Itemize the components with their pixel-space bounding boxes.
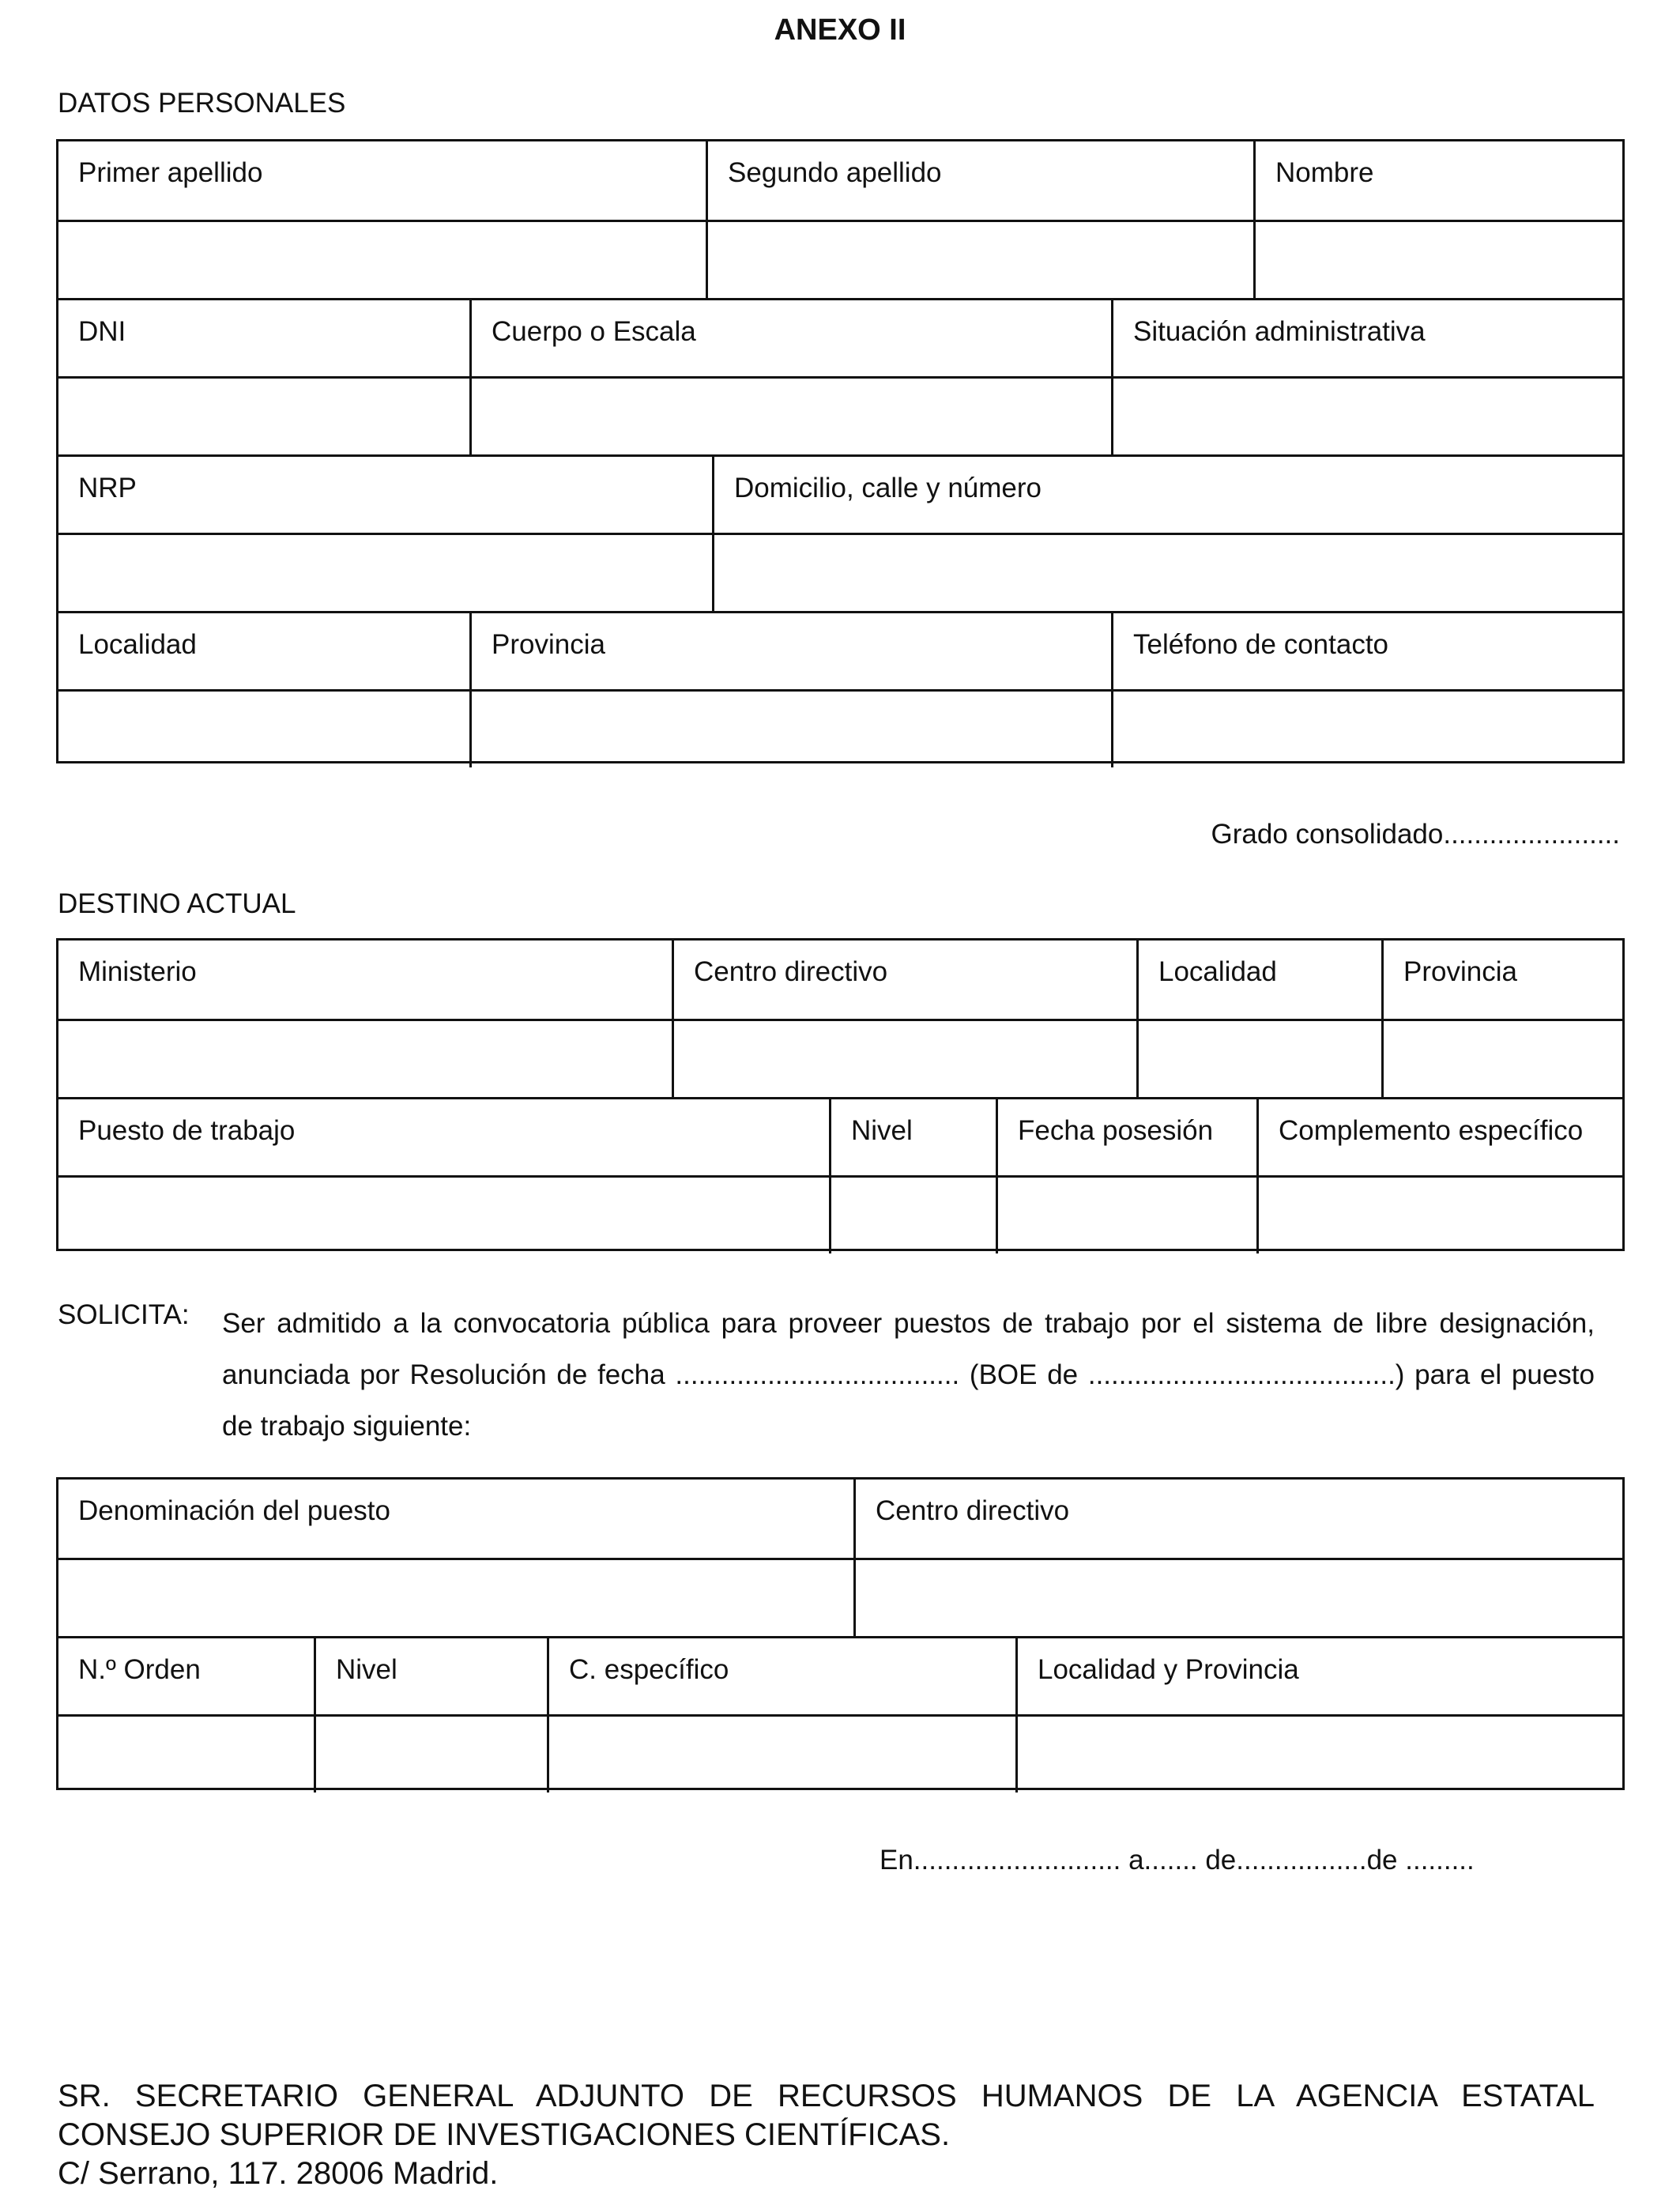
solicita-label: SOLICITA:: [58, 1299, 190, 1330]
label-fecha-posesion: Fecha posesión: [996, 1099, 1256, 1175]
section-heading-datos-personales: DATOS PERSONALES: [58, 88, 346, 119]
centro-directivo-field[interactable]: [853, 1560, 1622, 1636]
label-centro-directivo: Centro directivo: [853, 1480, 1622, 1558]
numero-orden-field[interactable]: [58, 1717, 314, 1793]
input-row: [58, 533, 1622, 611]
label-row: [58, 1480, 1622, 1558]
provincia-field[interactable]: [1381, 1021, 1622, 1097]
label-puesto-trabajo: Puesto de trabajo: [78, 1115, 296, 1146]
fecha-lugar-line: En........................... a....... de.................de .........: [880, 1845, 1475, 1875]
localidad-field[interactable]: [58, 692, 469, 767]
denominacion-puesto-field[interactable]: [58, 1560, 853, 1636]
label-provincia: Provincia: [1381, 941, 1622, 1019]
destinatario-line-2: CONSEJO SUPERIOR DE INVESTIGACIONES CIENTÍFICAS.: [58, 2117, 951, 2152]
label-primer-apellido: Primer apellido: [78, 157, 263, 188]
section-heading-destino-actual: DESTINO ACTUAL: [58, 888, 296, 919]
provincia-field[interactable]: [469, 692, 1111, 767]
solicita-text: Ser admitido a la convocatoria pública para proveer puestos de trabajo por el sistema de libre designación, anunciada por Resolución de fecha ..................................... (BOE de ........................................) para el puesto de trabajo siguiente:: [222, 1308, 1595, 1442]
label-segundo-apellido: Segundo apellido: [706, 141, 1253, 220]
situacion-administrativa-field[interactable]: [1111, 379, 1622, 454]
label-row: [58, 941, 1622, 1019]
label-row: [58, 454, 1622, 533]
nrp-field[interactable]: [58, 535, 712, 611]
input-row: [58, 220, 1622, 298]
label-situacion-administrativa: Situación administrativa: [1111, 300, 1622, 376]
label-ministerio: Ministerio: [78, 956, 197, 987]
domicilio-field[interactable]: [712, 535, 1622, 611]
datos-personales-table: [56, 139, 1625, 763]
label-c-especifico: C. específico: [547, 1638, 1015, 1714]
input-row: [58, 1714, 1622, 1793]
cuerpo-escala-field[interactable]: [469, 379, 1111, 454]
dni-field[interactable]: [58, 379, 469, 454]
label-nivel: Nivel: [314, 1638, 547, 1714]
destino-actual-table: [56, 938, 1625, 1251]
input-row: [58, 689, 1622, 767]
nombre-field[interactable]: [1253, 222, 1622, 298]
label-row: [58, 298, 1622, 376]
label-domicilio: Domicilio, calle y número: [712, 457, 1622, 533]
complemento-especifico-field[interactable]: [1256, 1178, 1622, 1253]
fecha-posesion-field[interactable]: [996, 1178, 1256, 1253]
label-dni: DNI: [78, 316, 126, 347]
label-nrp: NRP: [78, 473, 137, 503]
label-numero-orden: N.º Orden: [78, 1654, 201, 1685]
label-nombre: Nombre: [1253, 141, 1622, 220]
input-row: [58, 376, 1622, 454]
label-localidad: Localidad: [78, 629, 197, 660]
label-provincia: Provincia: [469, 613, 1111, 689]
input-row: [58, 1558, 1622, 1636]
label-complemento-especifico: Complemento específico: [1256, 1099, 1622, 1175]
primer-apellido-field[interactable]: [58, 222, 706, 298]
nivel-field[interactable]: [829, 1178, 996, 1253]
localidad-field[interactable]: [1136, 1021, 1381, 1097]
ministerio-field[interactable]: [58, 1021, 672, 1097]
label-telefono: Teléfono de contacto: [1111, 613, 1622, 689]
destinatario-line-3: C/ Serrano, 117. 28006 Madrid.: [58, 2156, 499, 2191]
segundo-apellido-field[interactable]: [706, 222, 1253, 298]
label-cuerpo-escala: Cuerpo o Escala: [469, 300, 1111, 376]
label-denominacion-puesto: Denominación del puesto: [78, 1495, 390, 1526]
nivel-field[interactable]: [314, 1717, 547, 1793]
label-row: [58, 1636, 1622, 1714]
centro-directivo-field[interactable]: [672, 1021, 1136, 1097]
label-localidad: Localidad: [1136, 941, 1381, 1019]
puesto-trabajo-field[interactable]: [58, 1178, 829, 1253]
puesto-solicitado-table: [56, 1477, 1625, 1790]
c-especifico-field[interactable]: [547, 1717, 1015, 1793]
input-row: [58, 1175, 1622, 1253]
telefono-field[interactable]: [1111, 692, 1622, 767]
label-row: [58, 141, 1622, 220]
page-title: ANEXO II: [774, 13, 906, 47]
label-row: [58, 1097, 1622, 1175]
input-row: [58, 1019, 1622, 1097]
destinatario-line-1: SR. SECRETARIO GENERAL ADJUNTO DE RECURSOS HUMANOS DE LA AGENCIA ESTATAL: [58, 2079, 1595, 2113]
grado-consolidado: Grado consolidado.......................: [1211, 819, 1620, 850]
label-localidad-provincia: Localidad y Provincia: [1015, 1638, 1622, 1714]
label-nivel: Nivel: [829, 1099, 996, 1175]
localidad-provincia-field[interactable]: [1015, 1717, 1622, 1793]
label-centro-directivo: Centro directivo: [672, 941, 1136, 1019]
label-row: [58, 611, 1622, 689]
